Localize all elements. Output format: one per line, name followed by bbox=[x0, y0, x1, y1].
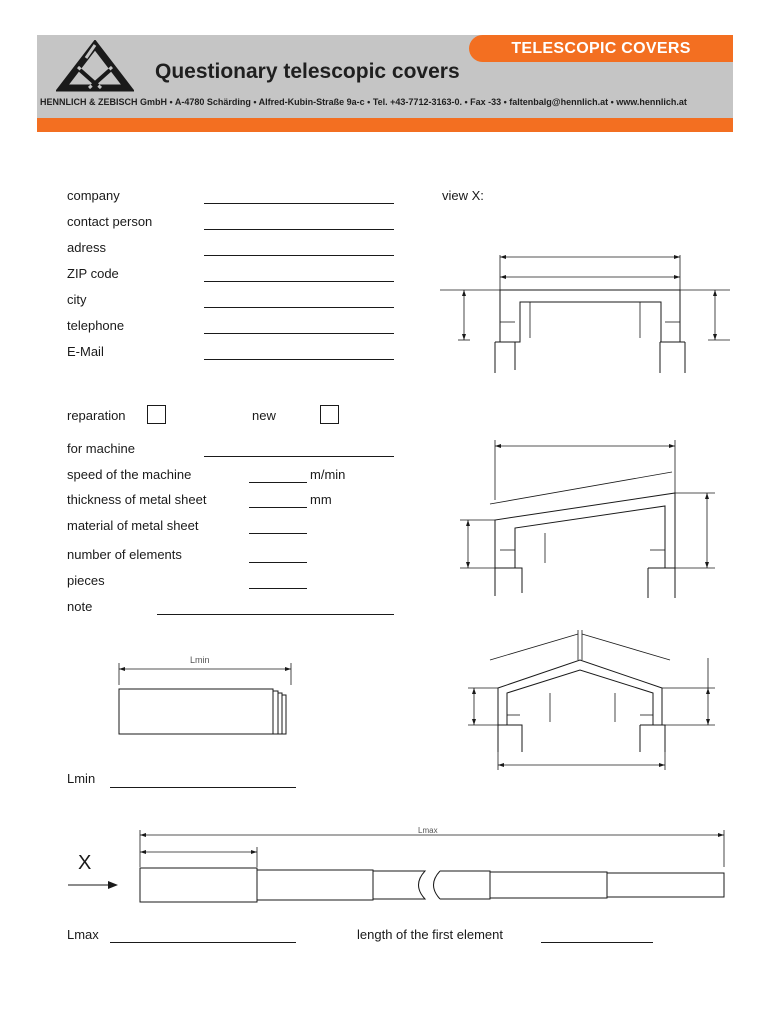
email-field[interactable] bbox=[204, 359, 394, 360]
for-machine-field[interactable] bbox=[204, 456, 394, 457]
label-note: note bbox=[67, 599, 93, 614]
new-checkbox[interactable] bbox=[320, 405, 339, 424]
header-orange-bar bbox=[37, 118, 733, 132]
lmax-field[interactable] bbox=[110, 942, 296, 943]
company-field[interactable] bbox=[204, 203, 394, 204]
view-x-marker: X bbox=[78, 852, 92, 874]
company-logo bbox=[56, 40, 134, 94]
contact-person-field[interactable] bbox=[204, 229, 394, 230]
header-tab: TELESCOPIC COVERS bbox=[469, 35, 733, 62]
number-of-elements-field[interactable] bbox=[249, 562, 307, 563]
label-adress: adress bbox=[67, 240, 107, 255]
label-city: city bbox=[67, 292, 87, 307]
view-x-label: view X: bbox=[442, 188, 484, 203]
label-speed: speed of the machine bbox=[67, 467, 192, 482]
label-number-of-elements: number of elements bbox=[67, 547, 182, 562]
company-address: HENNLICH & ZEBISCH GmbH • A-4780 Schärding • Alfred-Kubin-Straße 9a-c • Tel. +43-7712-3163-0. • Fax -33 • faltenbalg@hennlich.at • www.hennlich.at bbox=[40, 97, 687, 107]
label-lmin: Lmin bbox=[67, 771, 96, 786]
label-email: E-Mail bbox=[67, 344, 104, 359]
zip-code-field[interactable] bbox=[204, 281, 394, 282]
label-first-element: length of the first element bbox=[357, 927, 503, 942]
lmin-drawing bbox=[110, 655, 300, 745]
thickness-field[interactable] bbox=[249, 507, 307, 508]
label-reparation: reparation bbox=[67, 408, 126, 423]
speed-field[interactable] bbox=[249, 482, 307, 483]
reparation-checkbox[interactable] bbox=[147, 405, 166, 424]
cross-section-sloped-drawing bbox=[460, 438, 720, 598]
label-material: material of metal sheet bbox=[67, 518, 199, 533]
telephone-field[interactable] bbox=[204, 333, 394, 334]
page-title: Questionary telescopic covers bbox=[155, 60, 460, 83]
city-field[interactable] bbox=[204, 307, 394, 308]
label-telephone: telephone bbox=[67, 318, 125, 333]
label-company: company bbox=[67, 188, 120, 203]
material-field[interactable] bbox=[249, 533, 307, 534]
note-field[interactable] bbox=[157, 614, 394, 615]
lmax-drawing bbox=[60, 825, 740, 910]
speed-unit: m/min bbox=[310, 467, 346, 482]
label-zip-code: ZIP code bbox=[67, 266, 119, 281]
pieces-field[interactable] bbox=[249, 588, 307, 589]
lmin-field[interactable] bbox=[110, 787, 296, 788]
adress-field[interactable] bbox=[204, 255, 394, 256]
label-lmax: Lmax bbox=[67, 927, 99, 942]
cross-section-roof-drawing bbox=[460, 630, 730, 775]
lmin-dimension-tag: Lmin bbox=[190, 655, 210, 665]
label-thickness: thickness of metal sheet bbox=[67, 492, 207, 507]
label-new: new bbox=[252, 408, 276, 423]
lmax-dimension-tag: Lmax bbox=[418, 826, 438, 835]
first-element-field[interactable] bbox=[541, 942, 653, 943]
label-contact-person: contact person bbox=[67, 214, 153, 229]
thickness-unit: mm bbox=[310, 492, 332, 507]
label-for-machine: for machine bbox=[67, 441, 135, 456]
cross-section-flat-drawing bbox=[440, 240, 740, 380]
label-pieces: pieces bbox=[67, 573, 105, 588]
